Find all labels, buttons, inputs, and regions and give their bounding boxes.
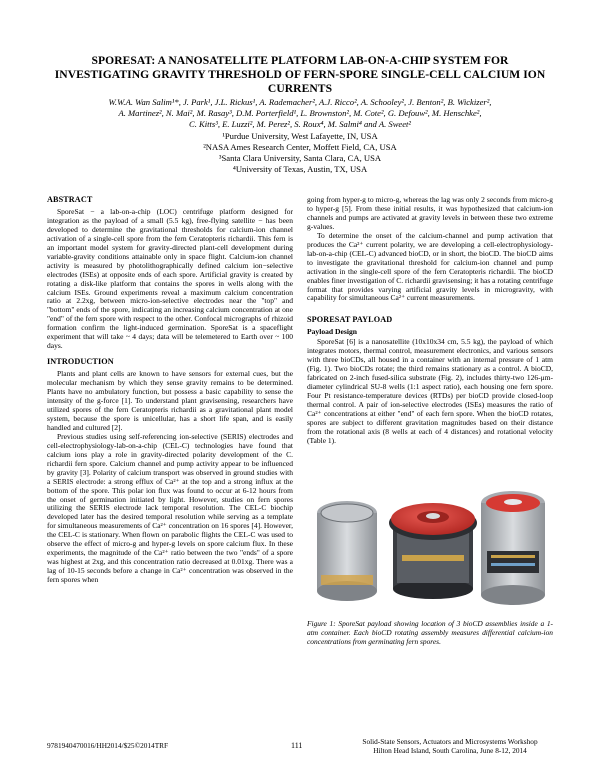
author-line: A. Martinez², N. Mai², M. Rasay³, D.M. Porterfield¹, L. Brownston², M. Cote², G. Defouw², M. Henschke², [118, 108, 482, 118]
paper-title: SPORESAT: A NANOSATELLITE PLATFORM LAB-ON-A-CHIP SYSTEM FOR INVESTIGATING GRAVITY THRESHOLD OF FERN-SPORE SINGLE-CELL CALCIUM ION CURRENTS [54, 54, 546, 96]
conference-info [347, 737, 553, 755]
introduction-heading: INTRODUCTION [47, 357, 114, 367]
affiliation-list [47, 131, 553, 175]
payload-design-heading: Payload Design [307, 327, 357, 337]
affiliation: ¹Purdue University, West Lafayette, IN, USA [222, 131, 378, 141]
author-line: C. Kitts³, E. Luzzi², M. Perez², S. Roux⁴, M. Salmi⁴ and A. Sweet² [188, 119, 412, 129]
affiliation: ⁴University of Texas, Austin, TX, USA [232, 164, 368, 174]
payload-heading: SPORESAT PAYLOAD [307, 315, 393, 325]
figure-1-caption: Figure 1: SporeSat payload showing location of 3 bioCD assemblies inside a 1-atm container. Each bioCD rotating assembly measures differential calcium-ion concentrations from germinating fern spores. [307, 618, 553, 646]
affiliation: ²NASA Ames Research Center, Moffett Field, CA, USA [203, 142, 397, 152]
abstract-text: SporeSat − a lab-on-a-chip (LOC) centrifuge platform designed for integration as the payload of a small (5.5 kg), free-flying satellite − has been developed to determine the gravitational thresholds for calcium-ion channel activation of a single-cell spore from the fern Ceratopteris richardii. This fern is an important model system for gravity-directed plant-cell development during variable-gravity conditions attainable only in space flight. Calcium-ion channel activity is measured by photolithographically defined calcium ion−selective electrodes (ISEs) at opposite ends of each spore. Artificial gravity is created by rotating a disk-like platform that contains the spores in wells along with the calcium ISEs. Ground experiments reveal a maximum calcium concentration ratio at 2.2xg, between micro-ion-selective electrodes near the "top" and "bottom" ends of the spore, indicating an increasing calcium concentration at one "end" of the fern spore with respect to the other. Confocal micrographs of rhizoid formation confirm the light-induced germination. SporeSat is a spaceflight experiment that will take ~ 4 days; data will be telemetered to Earth over ~ 100 days. [47, 206, 293, 351]
page-number: 111 [291, 741, 303, 750]
body-paragraph: SporeSat [6] is a nanosatellite (10x10x34 cm, 5.5 kg), the payload of which integrates motors, thermal control, measurement electronics, and various sensors with three bioCDs, all housed in a container with an internal pressure of 1 atm (Fig. 1). Two bioCDs rotate; the third remains stationary as a control. A bioCD, fabricated on 2-inch fused-silica substrate (Fig. 2), includes thirty-two 126-μm-diameter cylindrical SU-8 wells (1:1 aspect ratio), each housing one fern spore. Four Pt resistance-temperature devices (RTDs) per bioCD provide closed-loop thermal control. A pair of ion-selective electrodes (ISEs) measures the ratio of Ca²⁺ concentrations at either "end" of each fern spore. When the bioCD rotates, spores are subject to different gravitation magnitudes based on their distance from the rotational axis (8 wells at each of 4 distances) and rotational velocity (Table 1). [307, 337, 553, 445]
author-line: W.W.A. Wan Salim¹*, J. Park¹, J.L. Rickus¹, A. Rademacher², A.J. Ricco², A. Schooley², J. Benton², B. Wickizer², [108, 97, 492, 107]
author-list [47, 97, 553, 130]
introduction-paragraph: Previous studies using self-referencing ion-selective (SERIS) electrodes and cell-electrophysiology-lab-on-a-chip (CEL-C) technologies have found that calcium ions play a role in gravity-directed polarity development of the C. richardii fern spore. Calcium channel and pump activity appear to be influenced by gravity [3]. Polarity of calcium transport was observed in ground studies with a SERIS electrode: a strong efflux of Ca²⁺ at the top and a strong influx at the bottom of the spore. This polar ion flux was found to occur at 6-12 hours from the onset of germination initiated by light. However, studies on fern spores utilizing the SERIS electrode lack temporal resolution. The CEL-C biochip developed later has the desired temporal resolution while serving as a template for simultaneous measurements of Ca²⁺ concentration on 16 spores [4]. However, the CEL-C is stationary. When flown on parabolic flights the CEL-C was used to observe the effect of micro-g and hyper-g levels on spore calcium flux. In these experiments, the magnitude of the Ca²⁺ ratio between the two "ends" of a spore was highest at 2xg, and this concentration ratio decreased at 0.01xg. There was a lag of 10-15 seconds before a change in Ca²⁺ concentration was observed in the fern spores when [47, 431, 293, 585]
figure-1-image [307, 455, 553, 615]
right-column [307, 196, 553, 646]
conference-location: Hilton Head Island, South Carolina, June 8-12, 2014 [373, 746, 527, 755]
body-paragraph: To determine the onset of the calcium-channel and pump activation that produces the Ca²⁺ current polarity, we are developing a cell-electrophysiology-lab-on-a-chip (CEL-C) advanced bioCD, or in short, the bioCD. The bioCD aims to investigate the gravitational threshold for calcium-ion channel and pump activation in the single-cell spore of the fern Ceratopteris richardii. The bioCD enables finer investigation of C. richardii gravisensing; it has a rotating centrifuge format that provides varying artificial gravity levels in microgravity, with capability for simultaneous Ca²⁺ current measurements. [307, 230, 553, 303]
conference-name: Solid-State Sensors, Actuators and Microsystems Workshop [362, 737, 538, 746]
isbn-line: 9781940470016/HH2014/$25©2014TRF [47, 741, 169, 750]
left-column [47, 196, 293, 585]
body-paragraph: going from hyper-g to micro-g, whereas the lag was only 2 seconds from micro-g to hyper-g [5]. From these initial results, it was hypothesized that calcium-ion channels and pumps are activated at gravity levels in between these two extreme g-values. [307, 195, 553, 231]
introduction-paragraph: Plants and plant cells are known to have sensors for external cues, but the molecular mechanism by which they sense gravity remains to be determined. Plants have no ambulatory function, but possess a basic capability to sense the intensity of the g-force [1]. To understand plant gravisensing, researchers have utilized spores of the fern Ceratopteris richardii as a gravitational plant model system, because the spore is unicellular, has a short life span, and is easily handled and cultured [2]. [47, 369, 293, 432]
payload-render-illustration [307, 455, 553, 615]
abstract-heading: ABSTRACT [47, 195, 93, 204]
affiliation: ³Santa Clara University, Santa Clara, CA, USA [218, 153, 382, 163]
